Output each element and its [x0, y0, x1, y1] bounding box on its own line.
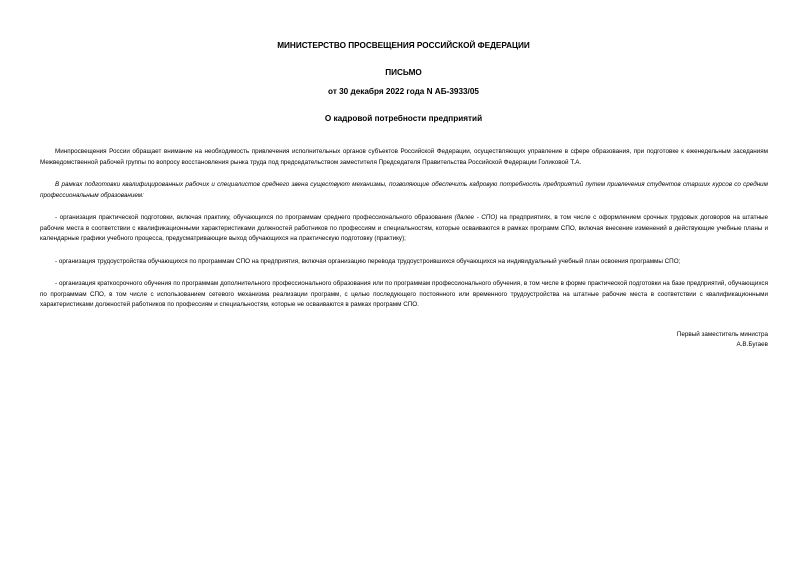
- document-header: [0, 36, 807, 128]
- abbreviation-note: (далее - СПО): [454, 214, 498, 221]
- document-body: [40, 147, 768, 323]
- paragraph-employment: - организация трудоустройства обучающихся по программам СПО на предприятия, включая организацию перевода трудоустроившихся обучающихся на индивидуальный учебный план освоения программы СПО;: [55, 257, 681, 265]
- ministry-title: МИНИСТЕРСТВО ПРОСВЕЩЕНИЯ РОССИЙСКОЙ ФЕДЕРАЦИИ: [277, 41, 530, 50]
- paragraph-short-training: - организация краткосрочного обучения по программам дополнительного профессионального образования или по программам профессионального обучения, в том числе в форме практической подготовки на базе предприятий, обучающихся по программам СПО, в том числе с использованием сетевого механизма реализации программ, с целью последующего постоянного или временного трудоустройства на штатные рабочие места в соответствии с квалификационными характеристиками должностей работников по профессиям и специальностям, которые не осваиваются в рамках программ СПО.: [40, 280, 768, 308]
- paragraph-practice: [40, 213, 768, 245]
- document-type: ПИСЬМО: [385, 68, 422, 77]
- document-date-number: от 30 декабря 2022 года N АБ-3933/05: [328, 87, 479, 96]
- signatory-position: Первый заместитель министра: [676, 331, 768, 338]
- signature-block: [677, 330, 768, 350]
- paragraph-intro: Минпросвещения России обращает внимание на необходимость привлечения исполнительных органов субъектов Российской Федерации, осуществляющих управление в сфере образования, при подготовке к еженедельным заседаниям Межведомственной рабочей группы по вопросу восстановления рынка труда под председательством заместителя Председателя Правительства Российской Федерации Голиковой Т.А.: [40, 148, 768, 166]
- document-subject: О кадровой потребности предприятий: [324, 114, 483, 123]
- signatory-name: А.В.Бугаев: [736, 341, 768, 348]
- paragraph-practice-start: - организация практической подготовки, включая практику, обучающихся по программам среднего профессионального образования: [55, 214, 455, 221]
- paragraph-mechanisms: В рамках подготовки квалифицированных рабочих и специалистов среднего звена существуют механизмы, позволяющие обеспечить кадровую потребность предприятий путем привлечения студентов старших курсов со средним профессиональным образованием:: [40, 181, 768, 199]
- paragraph-practice-end: на предприятиях, в том числе с оформлением срочных трудовых договоров на штатные рабочие места в соответствии с квалификационными характеристиками должностей работников по профессиям и специальностям, которые осваиваются в рамках программ СПО, включая внесение изменений в действующие учебные планы и календарные графики учебного процесса, предусматривающие выход обучающихся на практическую подготовку (практику);: [40, 214, 768, 242]
